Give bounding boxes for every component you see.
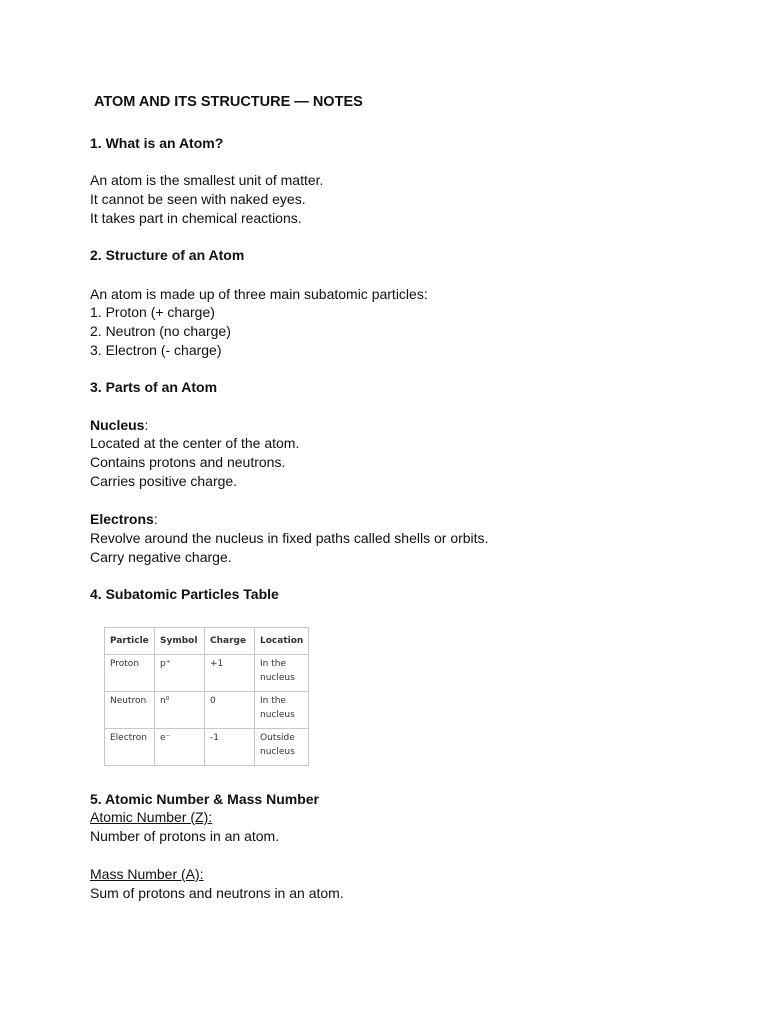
cell-line: nucleus bbox=[260, 710, 295, 720]
table-cell: Neutron bbox=[105, 692, 155, 729]
body-line: Carry negative charge. bbox=[90, 549, 232, 565]
page-title: ATOM AND ITS STRUCTURE — NOTES bbox=[94, 94, 363, 110]
cell-line: In the bbox=[260, 659, 286, 669]
table-cell: 0 bbox=[205, 692, 255, 729]
electrons-label-line bbox=[90, 510, 158, 528]
nucleus-label: Nucleus bbox=[90, 417, 145, 433]
body-line: Carries positive charge. bbox=[90, 473, 238, 489]
section-heading-what-is-atom: 1. What is an Atom? bbox=[90, 135, 224, 151]
body-line: An atom is the smallest unit of matter. bbox=[90, 172, 324, 188]
table-cell: Electron bbox=[105, 729, 155, 766]
section-heading-numbers: 5. Atomic Number & Mass Number bbox=[90, 791, 319, 807]
nucleus-label-line bbox=[90, 416, 148, 434]
cell-line: nucleus bbox=[260, 747, 295, 757]
body-line: An atom is made up of three main subatomic particles: bbox=[90, 286, 428, 302]
cell-line: nucleus bbox=[260, 673, 295, 683]
table-row bbox=[105, 692, 309, 729]
table-cell: -1 bbox=[205, 729, 255, 766]
table-cell bbox=[255, 692, 309, 729]
atomic-number-label: Atomic Number (Z): bbox=[90, 809, 213, 825]
column-header: Location bbox=[255, 628, 309, 655]
cell-line: Outside bbox=[260, 733, 295, 743]
list-item: 2. Neutron (no charge) bbox=[90, 323, 231, 339]
subatomic-particles-table bbox=[104, 627, 309, 766]
body-line: It takes part in chemical reactions. bbox=[90, 210, 302, 226]
section-heading-parts: 3. Parts of an Atom bbox=[90, 379, 218, 395]
column-header: Particle bbox=[105, 628, 155, 655]
list-item: 1. Proton (+ charge) bbox=[90, 304, 215, 320]
table-cell bbox=[255, 729, 309, 766]
body-line: It cannot be seen with naked eyes. bbox=[90, 191, 306, 207]
column-header: Symbol bbox=[155, 628, 205, 655]
table-cell bbox=[255, 655, 309, 692]
column-header: Charge bbox=[205, 628, 255, 655]
cell-line: In the bbox=[260, 696, 286, 706]
section-heading-table: 4. Subatomic Particles Table bbox=[90, 586, 279, 602]
table-cell: n⁰ bbox=[155, 692, 205, 729]
body-line: Number of protons in an atom. bbox=[90, 828, 280, 844]
nucleus-colon: : bbox=[144, 417, 149, 433]
table-cell: Proton bbox=[105, 655, 155, 692]
table-cell: +1 bbox=[205, 655, 255, 692]
mass-number-label: Mass Number (A): bbox=[90, 866, 204, 882]
table-cell: p⁺ bbox=[155, 655, 205, 692]
list-item: 3. Electron (- charge) bbox=[90, 342, 222, 358]
table-row bbox=[105, 655, 309, 692]
body-line: Contains protons and neutrons. bbox=[90, 454, 286, 470]
table-cell: e⁻ bbox=[155, 729, 205, 766]
table-row bbox=[105, 729, 309, 766]
body-line: Sum of protons and neutrons in an atom. bbox=[90, 885, 344, 901]
electrons-label: Electrons bbox=[90, 511, 154, 527]
electrons-colon: : bbox=[153, 511, 158, 527]
body-line: Revolve around the nucleus in fixed paths called shells or orbits. bbox=[90, 530, 489, 546]
body-line: Located at the center of the atom. bbox=[90, 435, 300, 451]
table-header-row bbox=[105, 628, 309, 655]
section-heading-structure: 2. Structure of an Atom bbox=[90, 247, 245, 263]
